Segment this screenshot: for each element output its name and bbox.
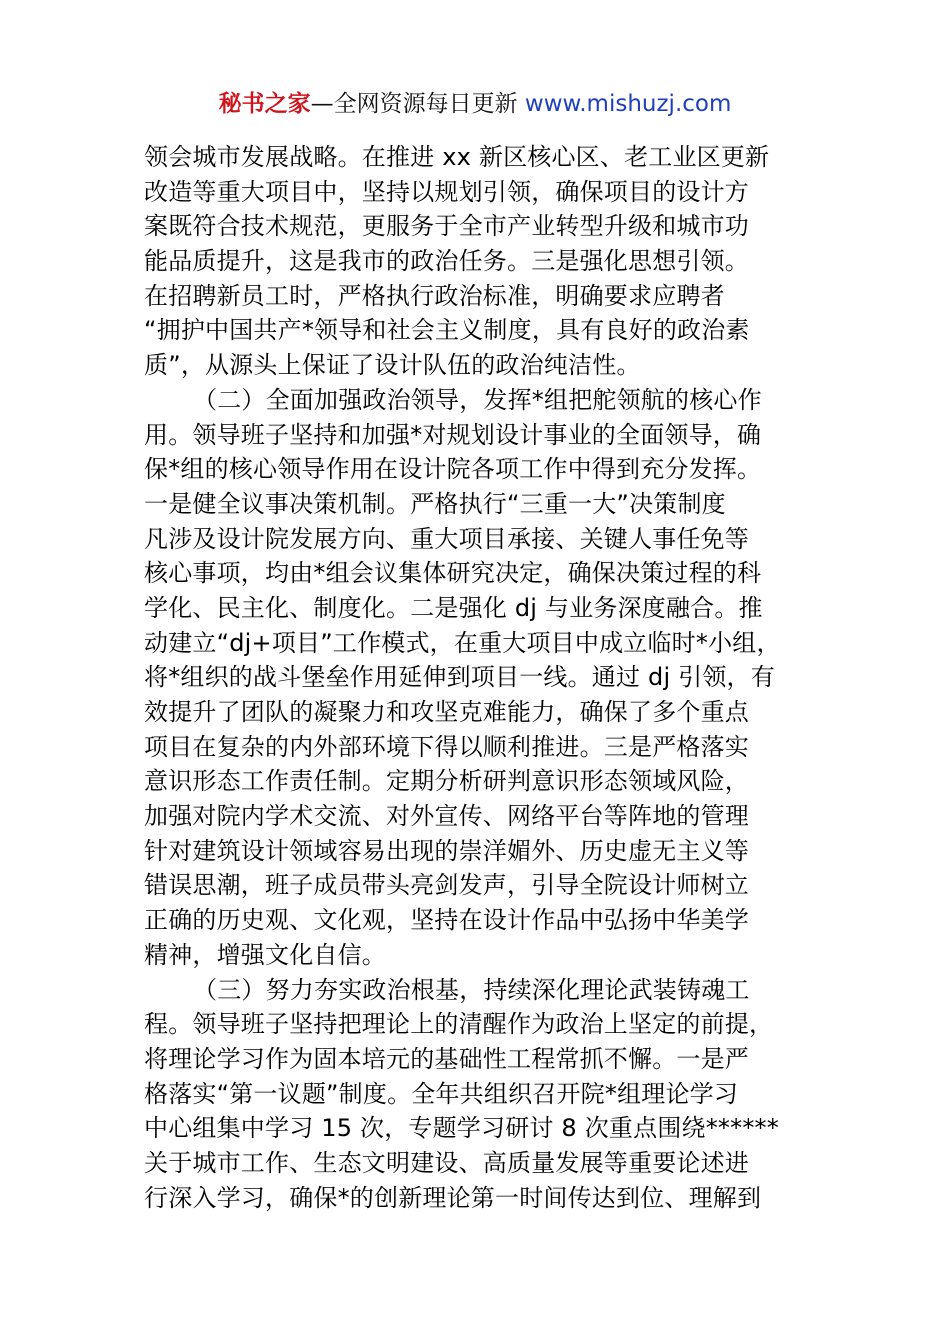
text-line: 意识形态工作责任制。定期分析研判意识形态领域风险， <box>144 767 749 796</box>
text-line: 项目在复杂的内外部环境下得以顺利推进。三是严格落实 <box>144 732 749 761</box>
text-line: 学化、民主化、制度化。二是强化 dj 与业务深度融合。推 <box>144 593 763 622</box>
paragraph-heading-2: （二）全面加强政治领导，发挥*组把舵领航的核心作 <box>193 385 762 414</box>
text-line: 用。领导班子坚持和加强*对规划设计事业的全面领导，确 <box>144 420 762 449</box>
text-line: 领会城市发展战略。在推进 xx 新区核心区、老工业区更新 <box>144 143 770 171</box>
text-line: 质”，从源头上保证了设计队伍的政治纯洁性。 <box>144 351 641 380</box>
text-line: 将*组织的战斗堡垒作用延伸到项目一线。通过 dj 引领，有 <box>144 663 775 692</box>
text-line: “拥护中国共产*领导和社会主义制度，具有良好的政治素 <box>144 316 750 345</box>
text-line: 加强对院内学术交流、对外宣传、网络平台等阵地的管理 <box>144 802 749 831</box>
text-line: 一是健全议事决策机制。严格执行“三重一大”决策制度 <box>144 489 726 518</box>
text-line: 动建立“dj+项目”工作模式，在重大项目中成立临时*小组， <box>144 628 781 657</box>
text-line: 行深入学习，确保*的创新理论第一时间传达到位、理解到 <box>144 1183 762 1212</box>
text-line: 效提升了团队的凝聚力和攻坚克难能力，确保了多个重点 <box>144 698 749 726</box>
text-line: 将理论学习作为固本培元的基础性工程常抓不懈。一是严 <box>144 1044 749 1073</box>
text-line: 精神，增强文化自信。 <box>144 940 386 969</box>
site-url[interactable]: www.mishuzj.com <box>524 91 732 117</box>
text-line: 改造等重大项目中，坚持以规划引领，确保项目的设计方 <box>144 177 749 206</box>
text-line: 中心组集中学习 15 次，专题学习研讨 8 次重点围绕****** <box>144 1114 779 1143</box>
text-line: 格落实“第一议题”制度。全年共组织召开院*组理论学习 <box>144 1079 739 1108</box>
text-line: 关于城市工作、生态文明建设、高质量发展等重要论述进 <box>144 1148 749 1177</box>
text-line: 凡涉及设计院发展方向、重大项目承接、关键人事任免等 <box>144 524 749 553</box>
text-line: 正确的历史观、文化观，坚持在设计作品中弘扬中华美学 <box>144 906 749 935</box>
site-tagline: —全网资源每日更新 <box>310 91 525 117</box>
text-line: 在招聘新员工时，严格执行政治标准，明确要求应聘者 <box>144 281 725 310</box>
site-header <box>0 88 950 120</box>
text-line: 能品质提升，这是我市的政治任务。三是强化思想引领。 <box>144 247 749 276</box>
text-line: 核心事项，均由*组会议集体研究决定，确保决策过程的科 <box>144 559 762 588</box>
text-line: 程。领导班子坚持把理论上的清醒作为政治上坚定的前提， <box>144 1010 774 1039</box>
text-line: 错误思潮，班子成员带头亮剑发声，引导全院设计师树立 <box>144 871 749 900</box>
paragraph-heading-3: （三）努力夯实政治根基，持续深化理论武装铸魂工 <box>193 975 750 1004</box>
text-line: 案既符合技术规范，更服务于全市产业转型升级和城市功 <box>144 212 749 241</box>
text-line: 保*组的核心领导作用在设计院各项工作中得到充分发挥。 <box>144 455 762 484</box>
document-body <box>144 140 824 1215</box>
site-name: 秘书之家 <box>218 91 311 117</box>
text-line: 针对建筑设计领域容易出现的崇洋媚外、历史虚无主义等 <box>144 836 749 865</box>
